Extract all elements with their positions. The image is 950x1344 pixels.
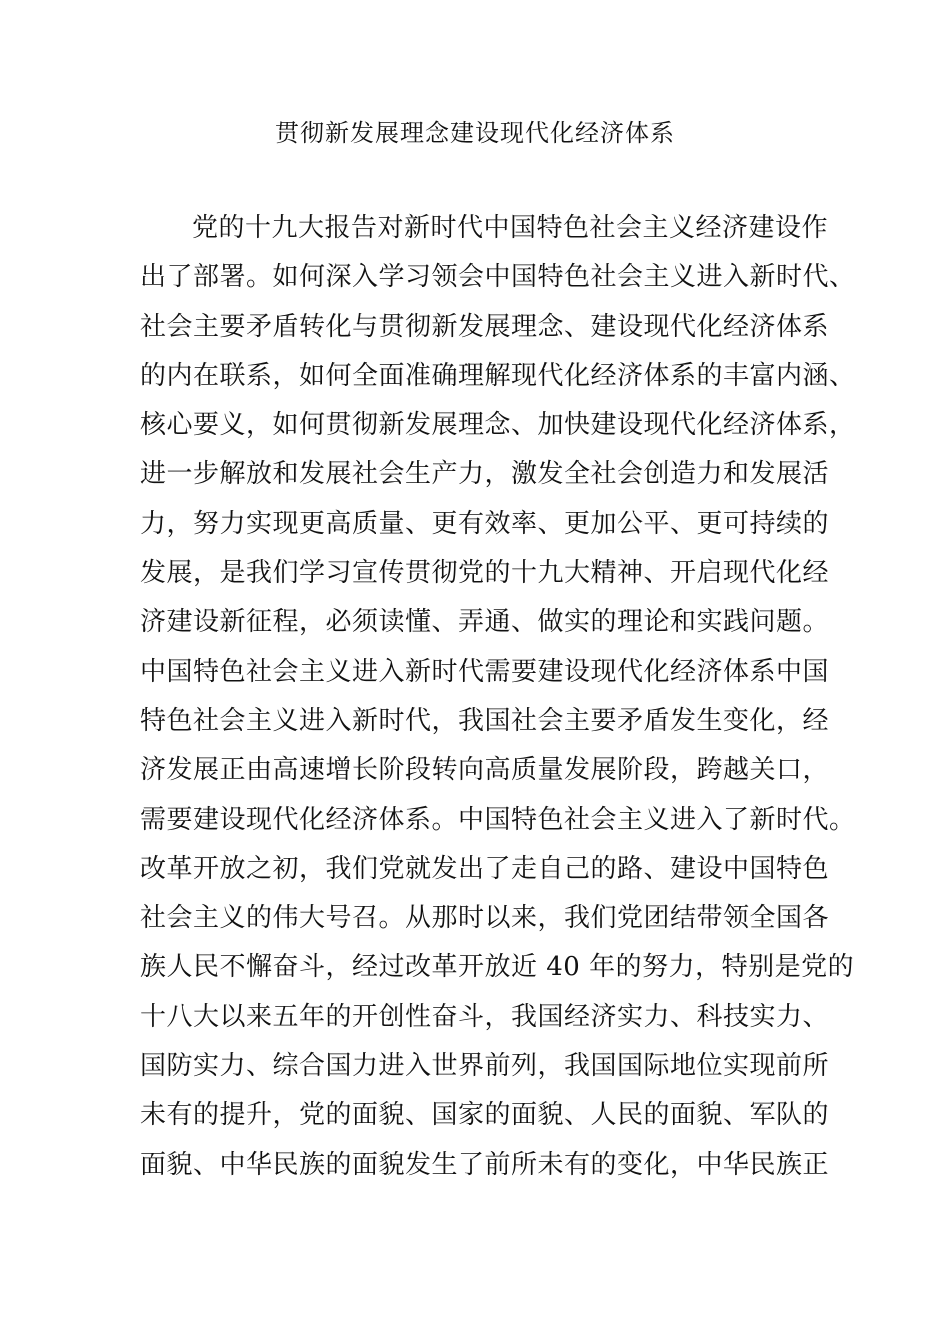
body-line: 改革开放之初，我们党就发出了走自己的路、建设中国特色 — [140, 853, 830, 884]
body-line: 济发展正由高速增长阶段转向高质量发展阶段，跨越关口， — [140, 755, 830, 786]
body-line: 未有的提升，党的面貌、国家的面貌、人民的面貌、军队的 — [140, 1100, 830, 1131]
document-title: 贯彻新发展理念建设现代化经济体系 — [275, 119, 675, 147]
body-line: 核心要义，如何贯彻新发展理念、加快建设现代化经济体系， — [140, 410, 856, 441]
body-line: 族人民不懈奋斗，经过改革开放近 40 年的努力，特别是党的 — [140, 952, 855, 983]
body-line: 十八大以来五年的开创性奋斗，我国经济实力、科技实力、 — [140, 1001, 830, 1032]
body-line: 国防实力、综合国力进入世界前列，我国国际地位实现前所 — [140, 1051, 830, 1082]
body-line: 社会主要矛盾转化与贯彻新发展理念、建设现代化经济体系 — [140, 311, 830, 342]
body-line: 出了部署。如何深入学习领会中国特色社会主义进入新时代、 — [140, 262, 856, 293]
body-line: 中国特色社会主义进入新时代需要建设现代化经济体系中国 — [140, 656, 830, 687]
body-line: 特色社会主义进入新时代，我国社会主要矛盾发生变化，经 — [140, 705, 830, 736]
body-line: 党的十九大报告对新时代中国特色社会主义经济建设作 — [192, 213, 829, 243]
body-line: 面貌、中华民族的面貌发生了前所未有的变化，中华民族正 — [140, 1149, 830, 1180]
body-line: 力，努力实现更高质量、更有效率、更加公平、更可持续的 — [140, 508, 830, 539]
document-body — [140, 204, 856, 1190]
body-line: 的内在联系，如何全面准确理解现代化经济体系的丰富内涵、 — [140, 360, 856, 391]
body-line: 社会主义的伟大号召。从那时以来，我们党团结带领全国各 — [140, 903, 830, 934]
body-line: 济建设新征程，必须读懂、弄通、做实的理论和实践问题。 — [140, 607, 830, 638]
body-line: 进一步解放和发展社会生产力，激发全社会创造力和发展活 — [140, 459, 830, 490]
body-line: 需要建设现代化经济体系。中国特色社会主义进入了新时代。 — [140, 804, 856, 835]
body-line: 发展，是我们学习宣传贯彻党的十九大精神、开启现代化经 — [140, 558, 830, 589]
